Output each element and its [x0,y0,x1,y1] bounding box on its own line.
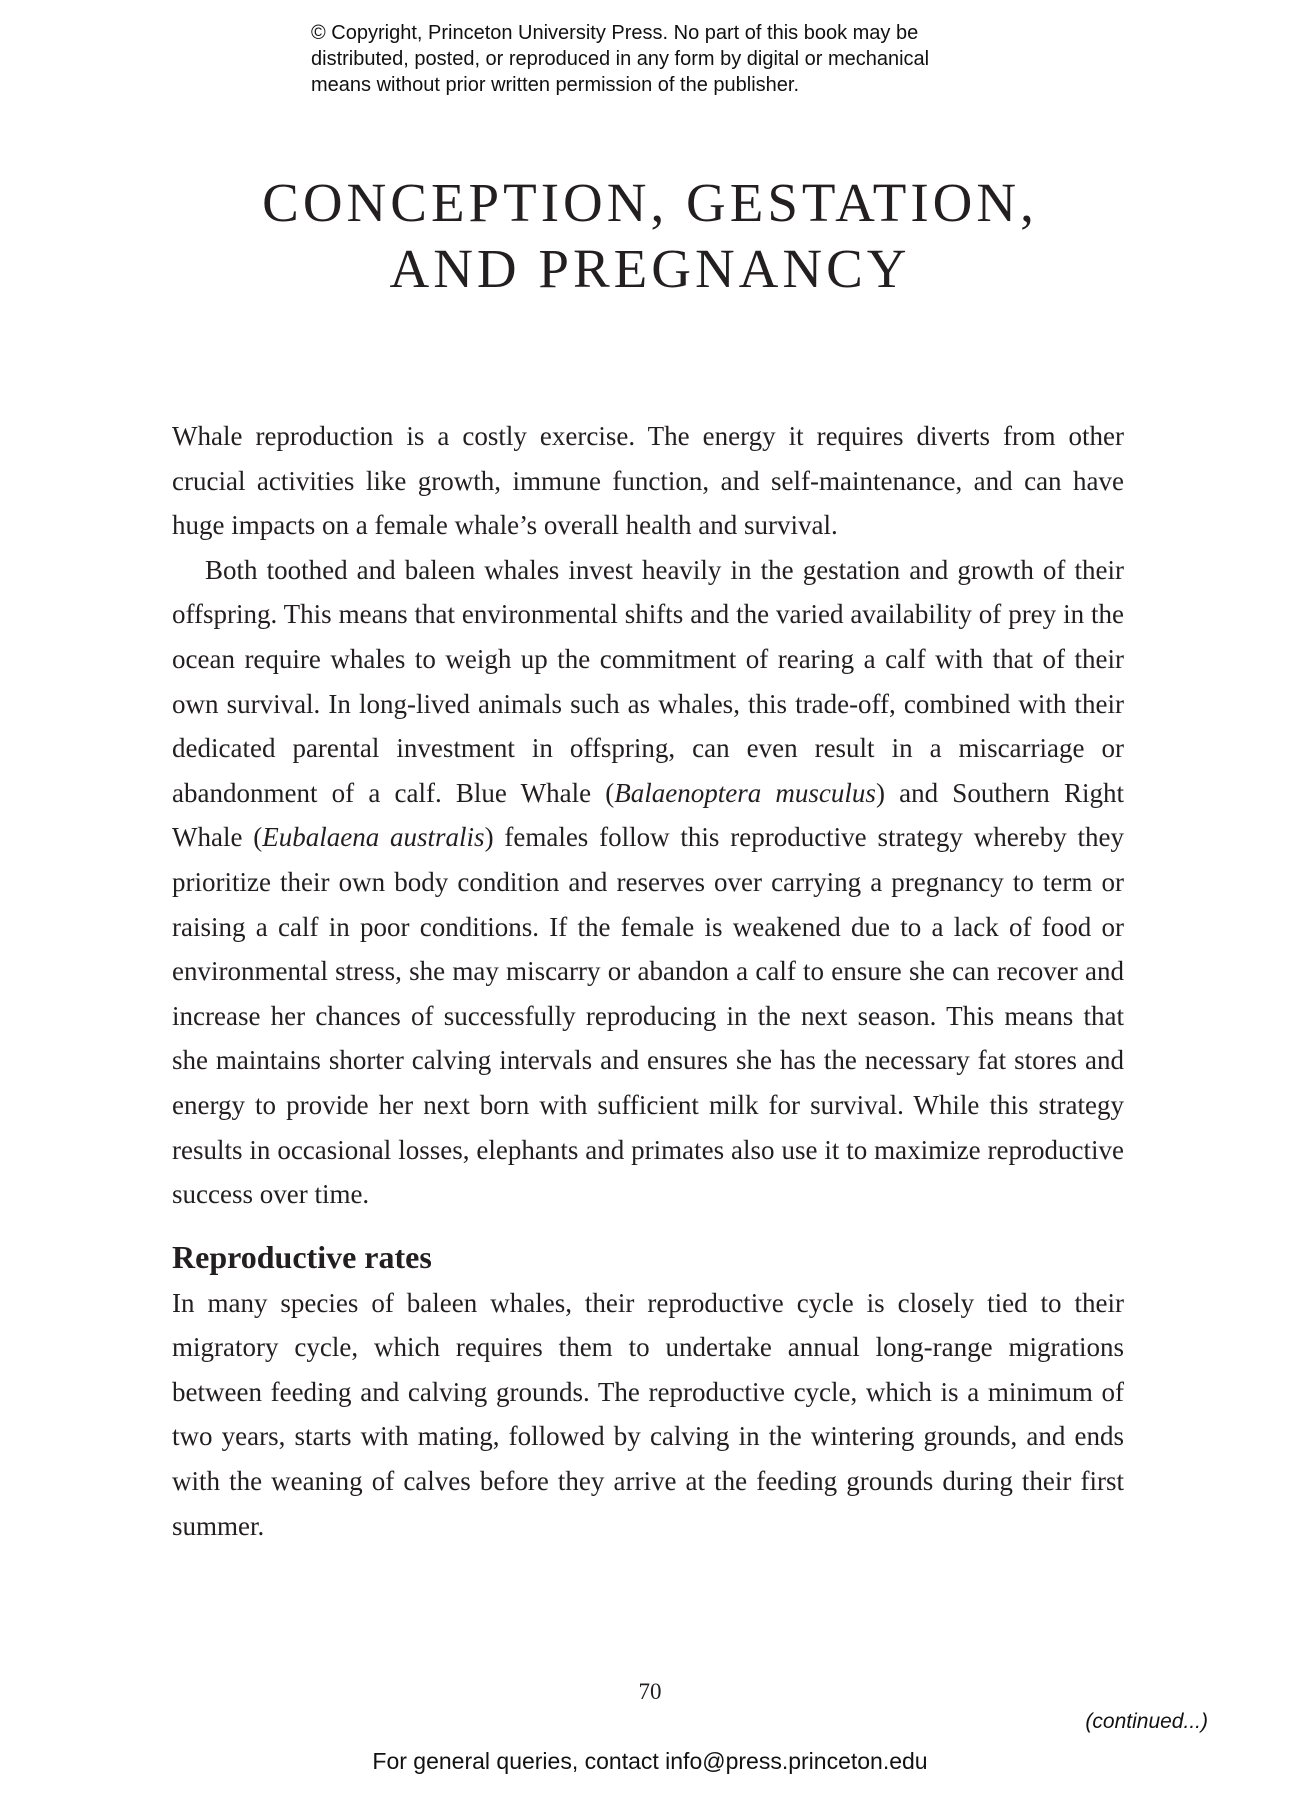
copyright-line: © Copyright, Princeton University Press. No part of this book may be [311,22,919,44]
species-name: Balaenoptera musculus [614,777,876,808]
continued-label: (continued...) [1085,1710,1208,1733]
copyright-line: means without prior written permission of the publisher. [311,74,800,96]
copyright-notice [311,20,1031,98]
chapter-title-line: AND PREGNANCY [389,238,911,299]
paragraph: In many species of baleen whales, their reproductive cycle is closely tied to their migratory cycle, which requires them to undertake annual long-range migrations between feeding and calving grounds. The reproductive cycle, which is a minimum of two years, starts with mating, followed by calving in the wintering grounds, and ends with the weaning of calves before they arrive at the feeding grounds during their first summer. [172,1287,1124,1541]
body-text [172,414,1124,1548]
species-name: Eubalaena australis [262,822,485,853]
section-heading: Reproductive rates [172,1238,432,1275]
paragraph: Whale reproduction is a costly exercise. The energy it requires diverts from other crucial activities like growth, immune function, and self-maintenance, and can have huge impacts on a female whale’s overall health and survival. [172,421,1124,541]
page-number: 70 [638,1679,662,1704]
paragraph-text: ) and Southern Right Whale ( [172,777,1124,853]
chapter-title [150,170,1150,302]
chapter-title-line: CONCEPTION, GESTATION, [262,172,1038,233]
paragraph [172,548,1124,1217]
paragraph-text: Both toothed and baleen whales invest heavily in the gestation and growth of their offspring. This means that environmental shifts and the varied availability of prey in the ocean require whales to weigh up the commitment of rearing a calf with that of their own survival. In long-lived animals such as whales, this trade-off, combined with their dedicated parental investment in offspring, can even result in a miscarriage or abandonment of a calf. Blue Whale ( [172,554,1124,808]
paragraph-text: ) females follow this reproductive strategy whereby they prioritize their own body condition and reserves over carrying a pregnancy to term or raising a calf in poor conditions. If the female is weakened due to a lack of food or environmental stress, she may miscarry or abandon a calf to ensure she can recover and increase her chances of successfully reproducing in the next season. This means that she maintains shorter calving intervals and ensures she has the necessary fat stores and energy to provide her next born with sufficient milk for survival. While this strategy results in occasional losses, elephants and primates also use it to maximize reproductive success over time. [172,822,1124,1210]
footer-contact: For general queries, contact info@press.princeton.edu [372,1748,928,1774]
copyright-line: distributed, posted, or reproduced in any form by digital or mechanical [311,48,930,70]
